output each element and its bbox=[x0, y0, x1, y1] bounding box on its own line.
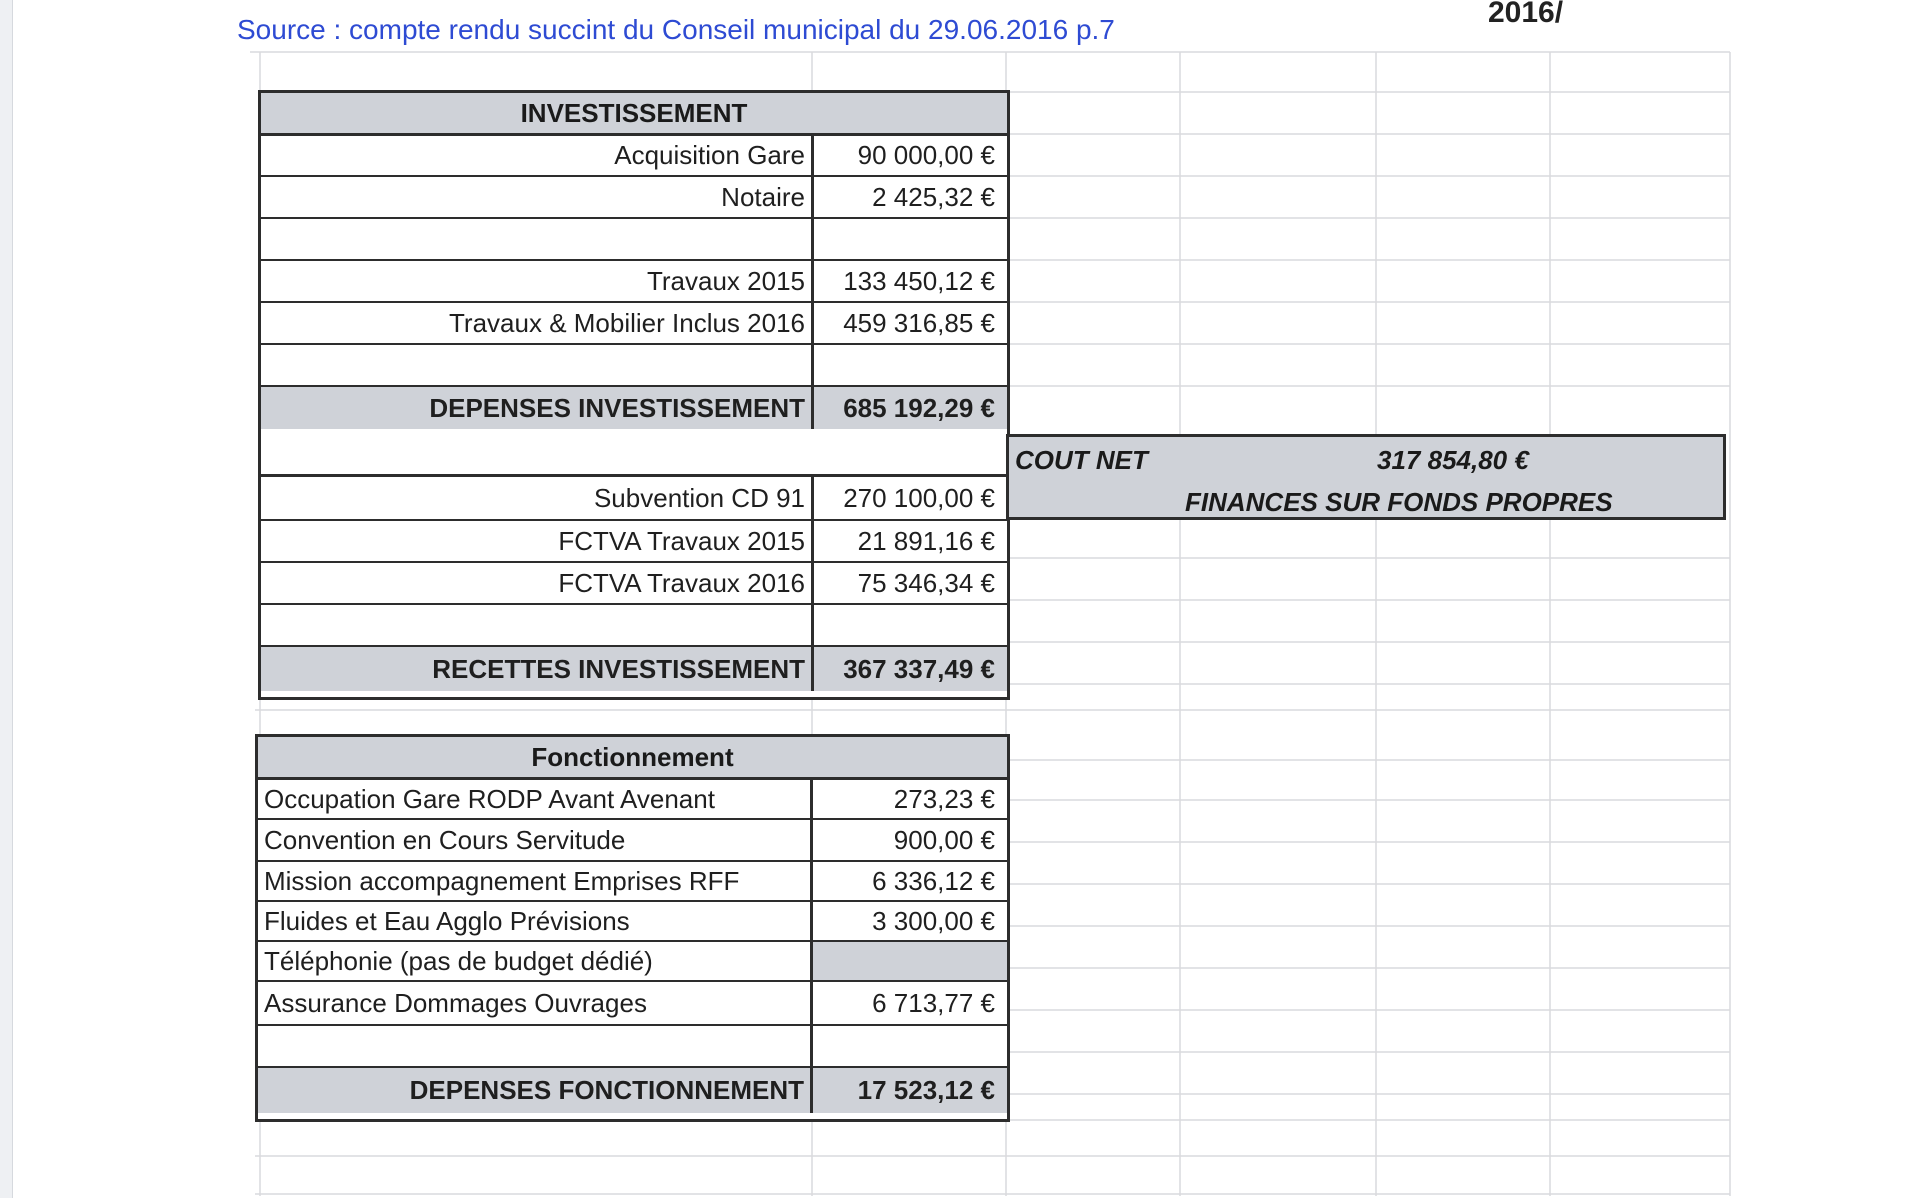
investissement-spacer-row bbox=[258, 432, 1010, 477]
table-row bbox=[261, 521, 1007, 563]
row-value: 3 300,00 € bbox=[810, 902, 1007, 940]
row-label: Notaire bbox=[721, 181, 805, 212]
source-note: Source : compte rendu succint du Conseil municipal du 29.06.2016 p.7 bbox=[237, 14, 1115, 45]
total-row-recettes-investissement bbox=[261, 647, 1007, 691]
row-label bbox=[258, 1026, 810, 1066]
table-row bbox=[261, 345, 1007, 387]
table-row bbox=[258, 780, 1007, 820]
row-value: 2 425,32 € bbox=[811, 177, 1007, 217]
row-value: 90 000,00 € bbox=[811, 136, 1007, 175]
row-value: 273,23 € bbox=[810, 780, 1007, 818]
table-row bbox=[261, 136, 1007, 177]
cout-net-box bbox=[1006, 434, 1726, 520]
page-year: 2016/ bbox=[1488, 0, 1564, 29]
table-row bbox=[258, 820, 1007, 862]
row-value bbox=[810, 942, 1007, 980]
row-label: Travaux & Mobilier Inclus 2016 bbox=[449, 307, 805, 338]
row-label: FCTVA Travaux 2015 bbox=[558, 525, 805, 556]
row-label: Subvention CD 91 bbox=[593, 482, 805, 513]
table-row bbox=[258, 942, 1007, 982]
row-label: Téléphonie (pas de budget dédié) bbox=[264, 945, 653, 976]
total-value: 17 523,12 € bbox=[810, 1068, 1007, 1113]
row-label: Fluides et Eau Agglo Prévisions bbox=[264, 905, 630, 936]
row-value: 21 891,16 € bbox=[811, 521, 1007, 561]
row-label bbox=[261, 605, 811, 645]
investissement-depenses-table bbox=[258, 90, 1010, 438]
cout-net-label: COUT NET bbox=[1015, 445, 1148, 475]
row-label: Mission accompagnement Emprises RFF bbox=[264, 865, 740, 896]
row-value bbox=[811, 219, 1007, 259]
row-value: 6 336,12 € bbox=[810, 862, 1007, 900]
table-row bbox=[261, 303, 1007, 345]
row-label: Occupation Gare RODP Avant Avenant bbox=[264, 783, 715, 814]
row-label bbox=[261, 345, 811, 385]
table-row bbox=[261, 261, 1007, 303]
cout-net-value: 317 854,80 € bbox=[1377, 445, 1529, 475]
investissement-title: INVESTISSEMENT bbox=[261, 93, 1007, 136]
table-row bbox=[261, 563, 1007, 605]
cout-net-note: FINANCES SUR FONDS PROPRES bbox=[1185, 487, 1613, 517]
table-row bbox=[261, 219, 1007, 261]
row-label: Assurance Dommages Ouvrages bbox=[264, 987, 647, 1018]
row-label: Acquisition Gare bbox=[614, 140, 805, 170]
row-value bbox=[811, 605, 1007, 645]
page-left-edge bbox=[0, 0, 13, 1198]
row-value bbox=[811, 345, 1007, 385]
row-value: 270 100,00 € bbox=[811, 477, 1007, 519]
fonctionnement-table bbox=[255, 734, 1010, 1122]
table-row bbox=[258, 902, 1007, 942]
total-label: RECETTES INVESTISSEMENT bbox=[432, 653, 805, 684]
table-row bbox=[258, 982, 1007, 1026]
row-value: 900,00 € bbox=[810, 820, 1007, 860]
row-label bbox=[261, 219, 811, 259]
total-row-depenses-investissement bbox=[261, 387, 1007, 429]
total-value: 367 337,49 € bbox=[811, 647, 1007, 691]
row-value: 75 346,34 € bbox=[811, 563, 1007, 603]
table-row bbox=[258, 862, 1007, 902]
fonctionnement-title: Fonctionnement bbox=[258, 737, 1007, 780]
total-label: DEPENSES INVESTISSEMENT bbox=[429, 392, 805, 423]
row-value: 6 713,77 € bbox=[810, 982, 1007, 1024]
row-value bbox=[810, 1026, 1007, 1066]
row-label: Travaux 2015 bbox=[646, 265, 805, 296]
table-row bbox=[261, 477, 1007, 521]
total-value: 685 192,29 € bbox=[811, 387, 1007, 429]
investissement-recettes-table bbox=[258, 474, 1010, 700]
row-label: Convention en Cours Servitude bbox=[264, 824, 626, 855]
total-row-depenses-fonctionnement bbox=[258, 1068, 1007, 1113]
total-label: DEPENSES FONCTIONNEMENT bbox=[409, 1075, 804, 1105]
table-row bbox=[261, 177, 1007, 219]
row-value: 459 316,85 € bbox=[811, 303, 1007, 343]
table-row bbox=[261, 605, 1007, 647]
row-label: FCTVA Travaux 2016 bbox=[558, 567, 805, 598]
row-value: 133 450,12 € bbox=[811, 261, 1007, 301]
table-row bbox=[258, 1026, 1007, 1068]
